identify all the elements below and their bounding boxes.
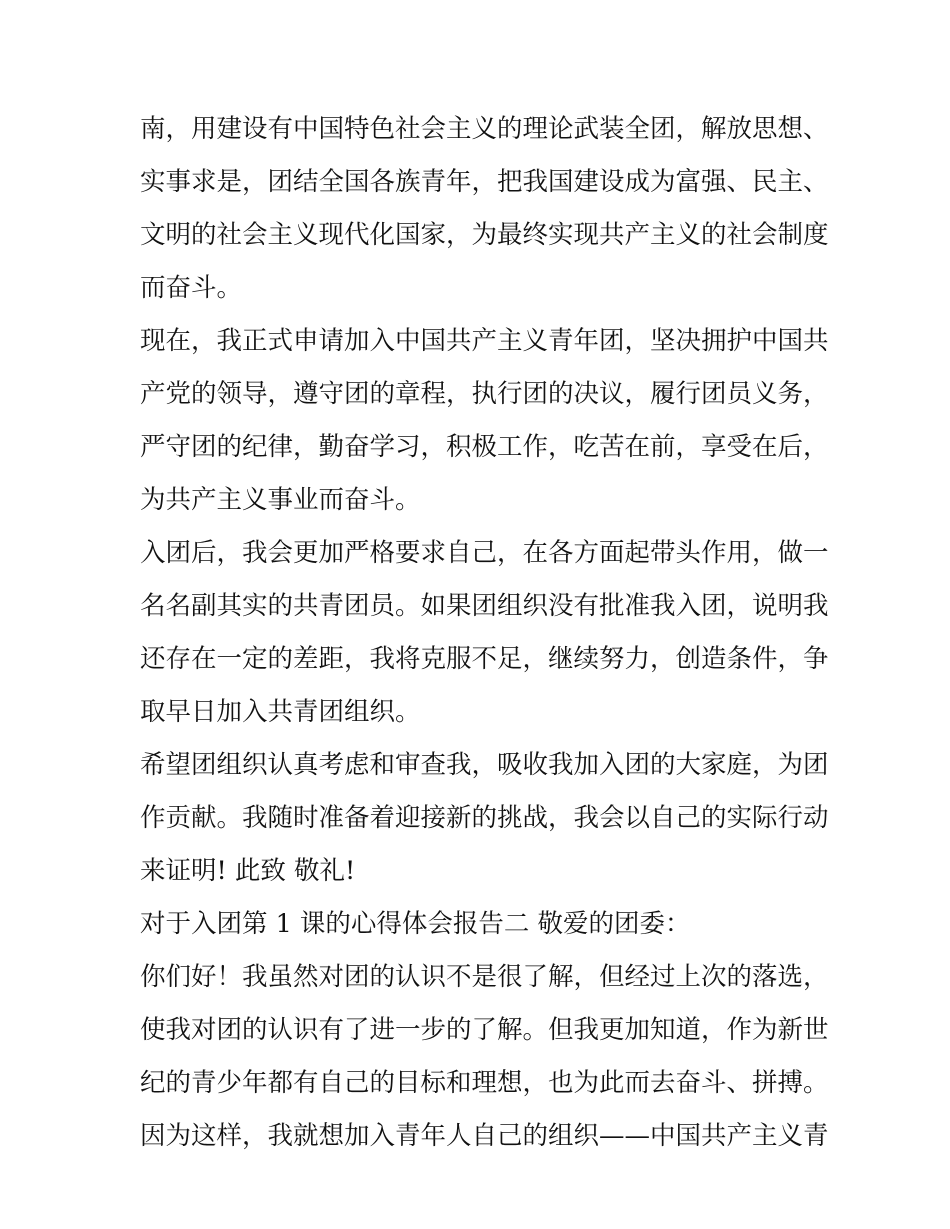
- body-text: [140, 103, 829, 1163]
- text-line: 作贡献。我随时准备着迎接新的挑战，我会以自己的实际行动: [140, 803, 829, 833]
- text-line: 来证明! 此致 敬礼!: [140, 856, 356, 886]
- text-line: 实事求是，团结全国各族青年，把我国建设成为富强、民主、: [140, 167, 829, 197]
- text-line: 严守团的纪律，勤奋学习，积极工作，吃苦在前，享受在后，: [140, 432, 829, 462]
- text-line: 现在，我正式申请加入中国共产主义青年团，坚决拥护中国共: [140, 326, 829, 356]
- text-line: 因为这样，我就想加入青年人自己的组织——中国共产主义青: [140, 1121, 829, 1151]
- text-line: 使我对团的认识有了进一步的了解。但我更加知道，作为新世: [140, 1015, 829, 1045]
- text-line: 你们好！我虽然对团的认识不是很了解，但经过上次的落选，: [140, 962, 829, 992]
- text-line: 产党的领导，遵守团的章程，执行团的决议，履行团员义务，: [140, 379, 829, 409]
- text-line: 取早日加入共青团组织。: [140, 697, 421, 727]
- text-line: 名名副其实的共青团员。如果团组织没有批准我入团，说明我: [140, 591, 829, 621]
- text-line: 纪的青少年都有自己的目标和理想，也为此而去奋斗、拼搏。: [140, 1068, 829, 1098]
- text-line: 希望团组织认真考虑和审查我，吸收我加入团的大家庭，为团: [140, 750, 829, 780]
- text-line: 南，用建设有中国特色社会主义的理论武装全团，解放思想、: [140, 114, 829, 144]
- text-line: 为共产主义事业而奋斗。: [140, 485, 421, 515]
- text-line: 还存在一定的差距，我将克服不足，继续努力，创造条件，争: [140, 644, 829, 674]
- text-line: 而奋斗。: [140, 273, 243, 303]
- text-line: 入团后，我会更加严格要求自己，在各方面起带头作用，做一: [140, 538, 829, 568]
- text-line: 文明的社会主义现代化国家，为最终实现共产主义的社会制度: [140, 220, 829, 250]
- section-heading: 对于入团第 1 课的心得体会报告二 敬爱的团委：: [140, 909, 691, 939]
